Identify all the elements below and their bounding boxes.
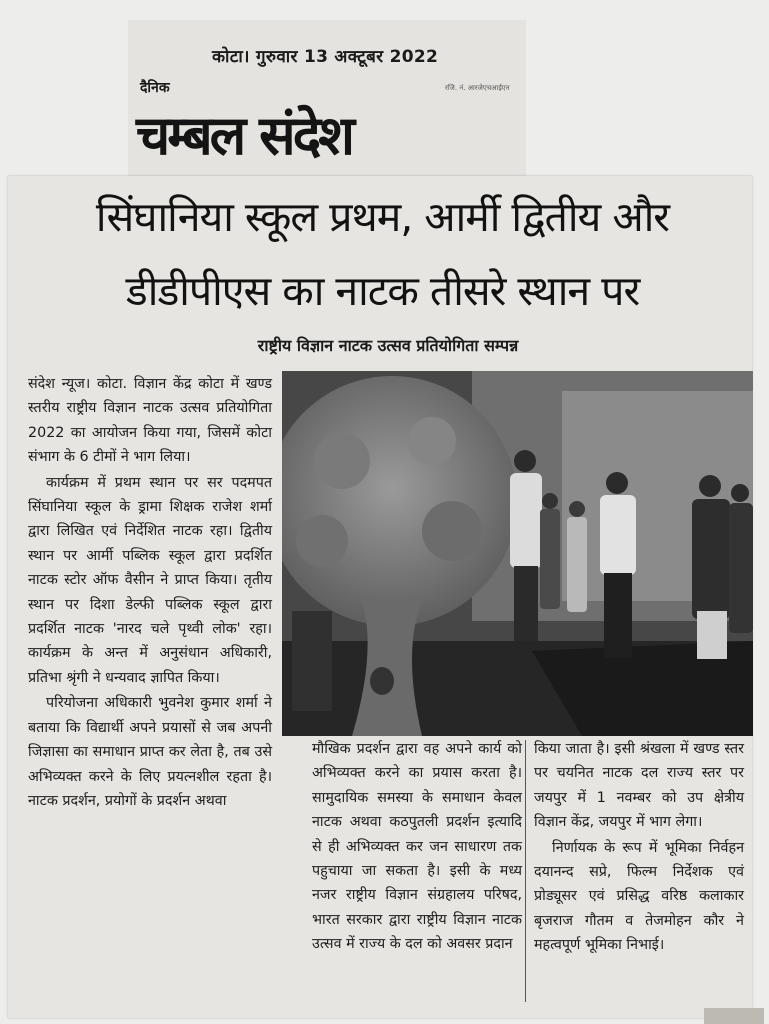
headline-line-2: डीडीपीएस का नाटक तीसरे स्थान पर — [125, 267, 640, 315]
column-divider — [525, 740, 526, 1002]
registration-note: रजि. नं. आरजेएचआईएन — [445, 84, 510, 92]
newspaper-masthead: चम्बल संदेश — [136, 103, 352, 167]
paragraph: निर्णायक के रूप में भूमिका निर्वहन दयानन्द सप्रे, फिल्म निर्देशक एवं प्रोड्यूसर एवं प्रसिद्ध वरिष्ठ कलाकार बृजराज गौतम व तेजमोहन कौर ने महत्वपूर्ण भूमिका निभाई। — [534, 839, 744, 954]
article-column-3 — [534, 737, 744, 959]
paragraph: किया जाता है। इसी श्रंखला में खण्ड स्तर पर चयनित नाटक दल राज्य स्तर पर जयपुर में 1 नवम्बर को उप क्षेत्रीय विज्ञान केंद्र, जयपुर में भाग लेगा। — [534, 741, 744, 831]
dateline: कोटा। गुरुवार 13 अक्टूबर 2022 — [212, 47, 439, 67]
paragraph: कार्यक्रम में प्रथम स्थान पर सर पदमपत सिंघानिया स्कूल के ड्रामा शिक्षक राजेश शर्मा द्वारा लिखित एवं निर्देशित नाटक रहा। द्वितीय स्थान पर आर्मी पब्लिक स्कूल द्वारा प्रदर्शित नाटक स्टोर ऑफ वैसीन ने प्राप्त किया। तृतीय स्थान पर दिशा डेल्फी पब्लिक स्कूल द्वारा प्रदर्शित नाटक 'नारद चले पृथ्वी लोक' रहा। कार्यक्रम के अन्त में अनुसंधान अधिकारी, प्रतिभा श्रृंगी ने धन्यवाद ज्ञापित किया। — [28, 474, 272, 686]
paragraph: परियोजना अधिकारी भुवनेश कुमार शर्मा ने बताया कि विद्यार्थी अपने प्रयासों से जब अपनी जिज्ञासा का समाधान प्राप्त कर लेता है, तब उसे अभिव्यक्त करने के लिए प्रयत्नशील रहता है। नाटक प्रदर्शन, प्रयोगों के प्रदर्शन अथवा — [28, 695, 272, 809]
newspaper-prefix: दैनिक — [140, 80, 170, 96]
subheadline: राष्ट्रीय विज्ञान नाटक उत्सव प्रतियोगिता सम्पन्न — [257, 336, 519, 355]
article-column-2 — [312, 737, 522, 958]
headline-line-1: सिंघानिया स्कूल प्रथम, आर्मी द्वितीय और — [95, 193, 670, 241]
paragraph: मौखिक प्रदर्शन द्वारा वह अपने कार्य को अभिव्यक्त करने का प्रयास करता है। सामुदायिक समस्या के समाधान केवल नाटक अथवा कठपुतली प्रदर्शन इत्यादि से ही अभिव्यक्त कर जन साधारण तक पहुचाया जा सकता है। इसी के मध्य नजर राष्ट्रीय विज्ञान संग्रहालय परिषद, भारत सरकार द्वारा राष्ट्रीय विज्ञान नाटक उत्सव में राज्य के दल को अवसर प्रदान — [312, 741, 522, 953]
event-photo — [282, 371, 753, 736]
article-column-1 — [28, 372, 272, 814]
adjacent-clipping-edge — [704, 1008, 764, 1024]
paragraph: संदेश न्यूज। कोटा. विज्ञान केंद्र कोटा में खण्ड स्तरीय राष्ट्रीय विज्ञान नाटक उत्सव प्रतियोगिता 2022 का आयोजन किया गया, जिसमें कोटा संभाग के 6 टीमों ने भाग लिया। — [28, 376, 272, 466]
stage-scene-illustration — [282, 371, 753, 736]
